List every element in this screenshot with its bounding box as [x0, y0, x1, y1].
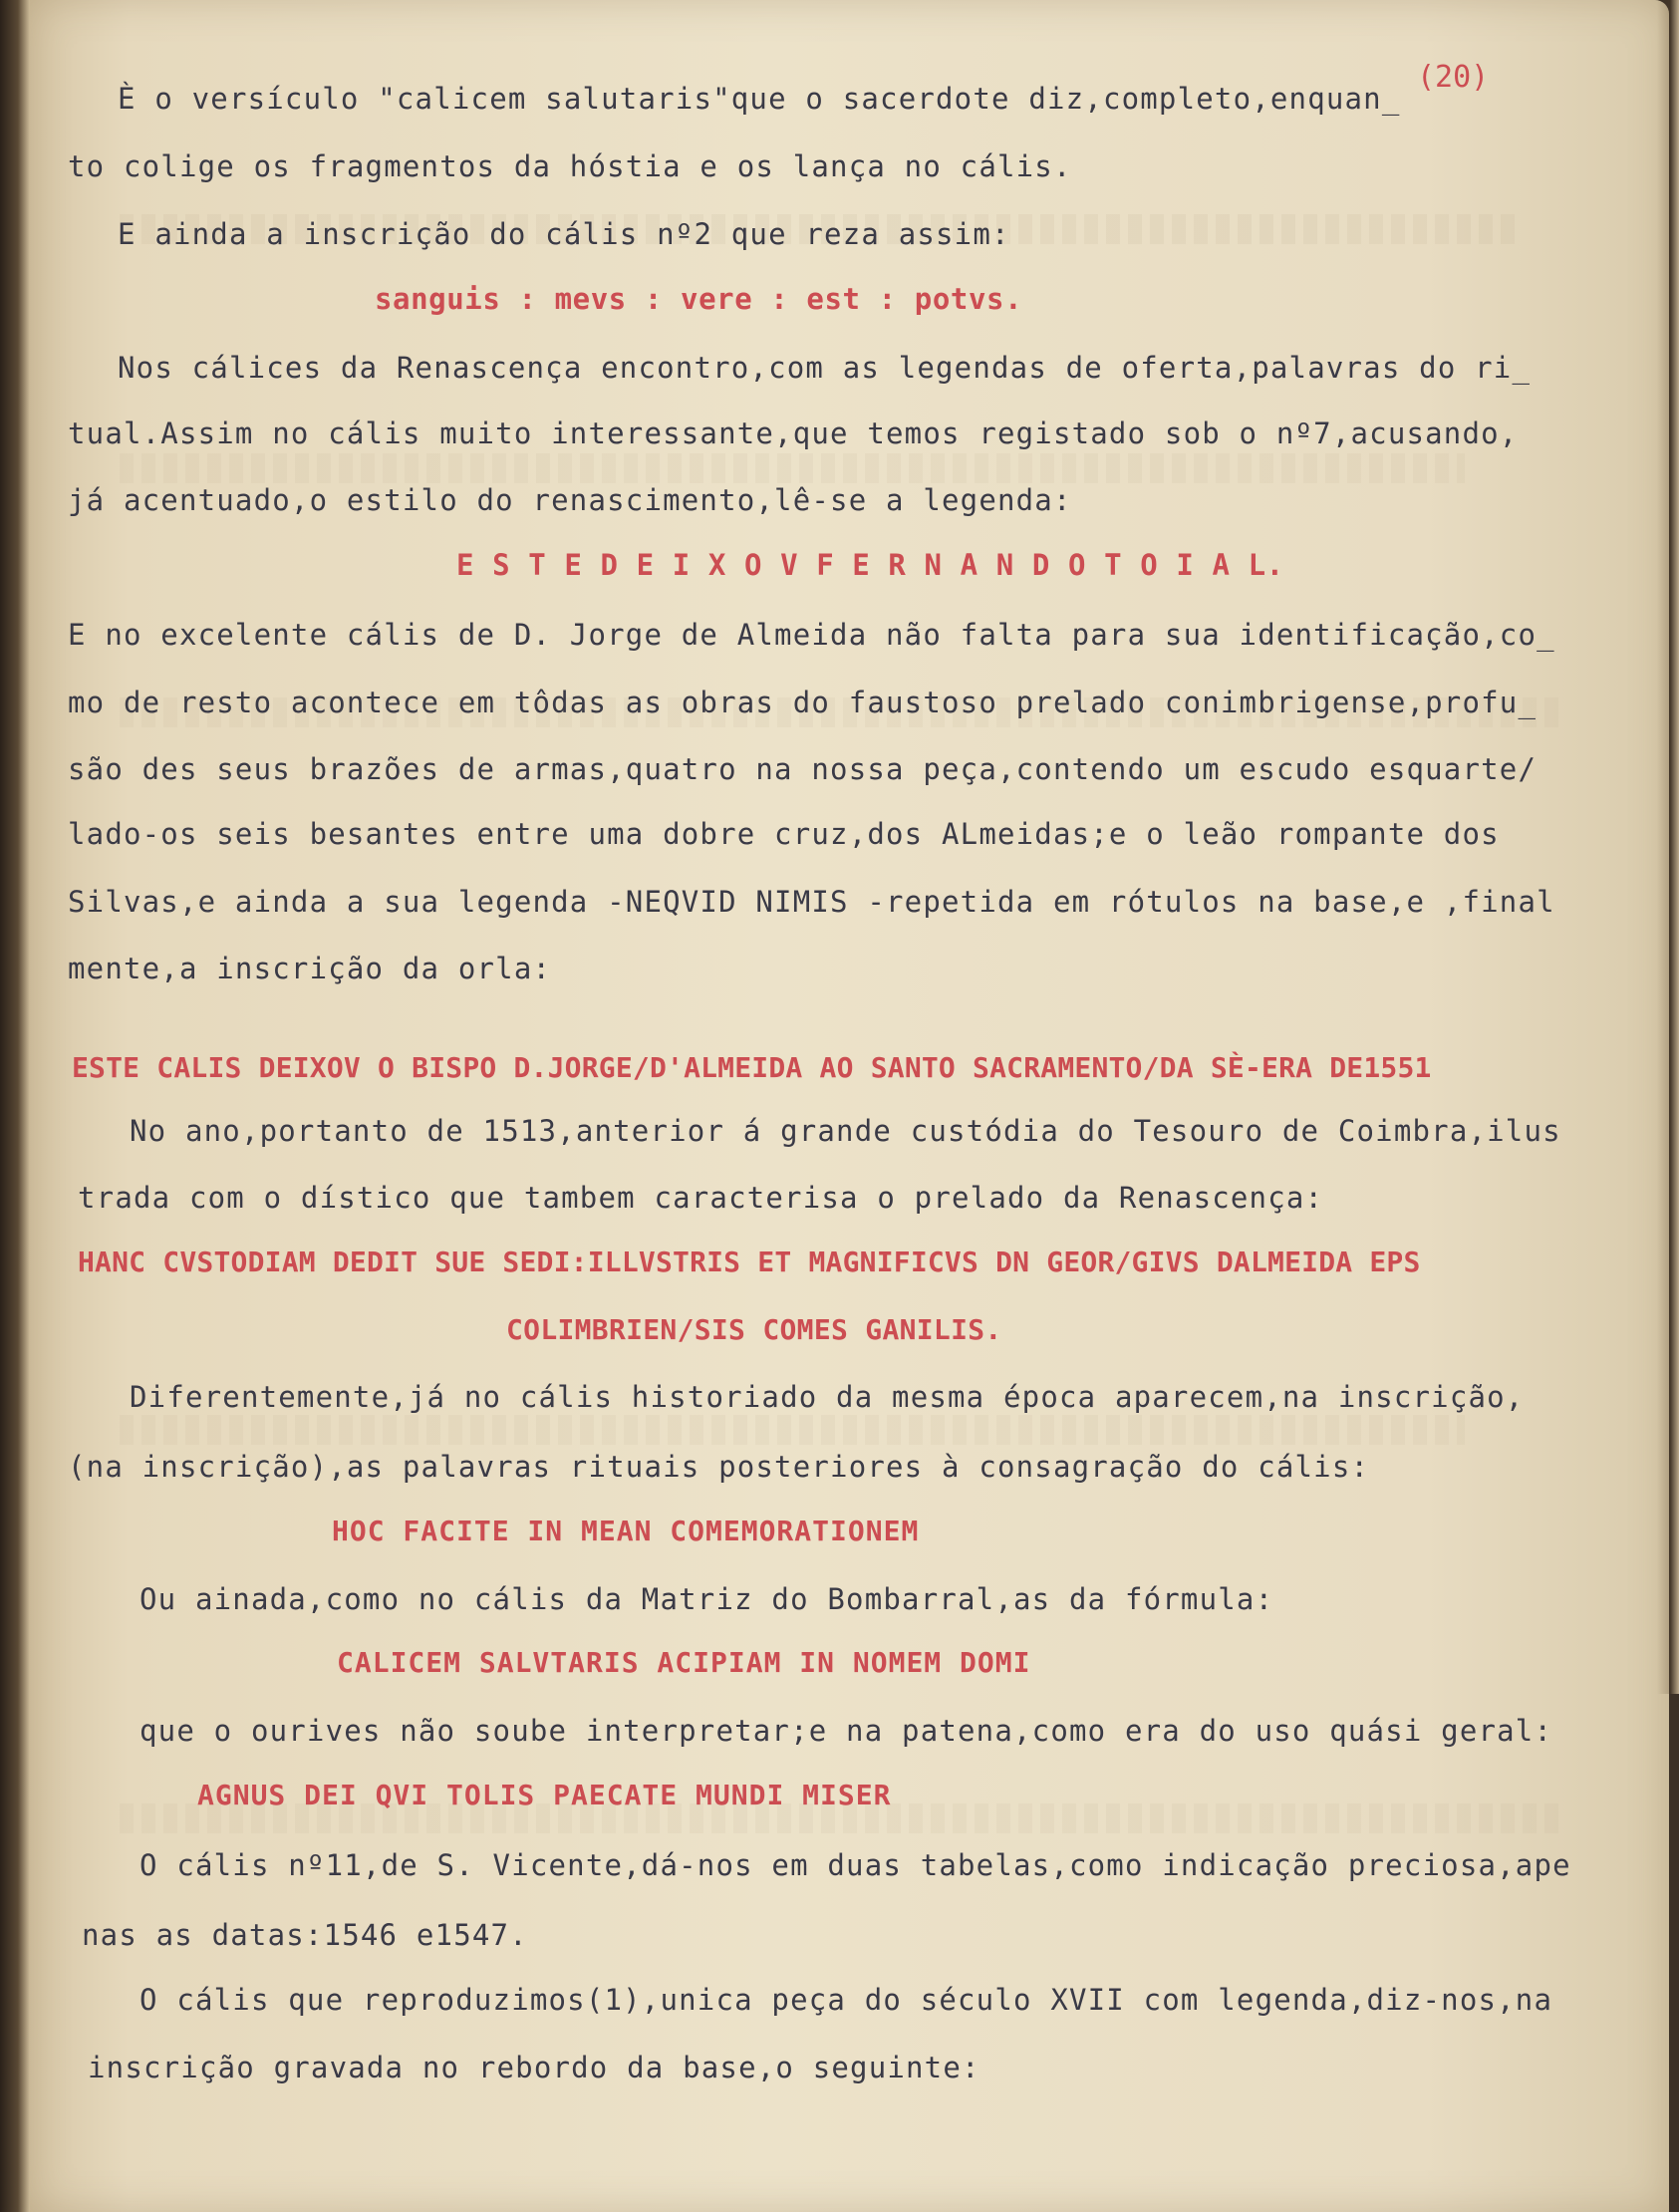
inscription-line: AGNUS DEI QVI TOLIS PAECATE MUNDI MISER [197, 1779, 892, 1811]
text-line: to colige os fragmentos da hóstia e os lança no cális. [68, 149, 1072, 183]
text-line: lado-os seis besantes entre uma dobre cruz,dos ALmeidas;e o leão rompante dos [68, 817, 1500, 851]
text-line: mo de resto acontece em tôdas as obras do faustoso prelado conimbrigense,profu_ [68, 686, 1538, 719]
inscription-line: ESTE CALIS DEIXOV O BISPO D.JORGE/D'ALMEIDA AO SANTO SACRAMENTO/DA SÈ-ERA DE1551 [72, 1051, 1432, 1084]
text-line: E no excelente cális de D. Jorge de Almeida não falta para sua identificação,co_ [68, 618, 1555, 652]
page-edge [1657, 0, 1679, 1694]
text-line: Nos cálices da Renascença encontro,com as legendas de oferta,palavras do ri_ [118, 351, 1532, 385]
text-line: No ano,portanto de 1513,anterior á grande custódia do Tesouro de Coimbra,ilus [130, 1114, 1561, 1148]
bleed-through-band [120, 1415, 1465, 1445]
text-line: tual.Assim no cális muito interessante,que temos registado sob o nº7,acusando, [68, 416, 1519, 450]
text-line: Ou ainada,como no cális da Matriz do Bombarral,as da fórmula: [140, 1582, 1274, 1616]
inscription-line: COLIMBRIEN/SIS COMES GANILIS. [506, 1313, 1002, 1346]
text-line: (na inscrição),as palavras rituais posteriores à consagração do cális: [68, 1450, 1370, 1484]
text-line: inscrição gravada no rebordo da base,o seguinte: [88, 2051, 980, 2084]
text-line: trada com o dístico que tambem caracterisa o prelado da Renascença: [78, 1181, 1324, 1215]
inscription-line: E S T E D E I X O V F E R N A N D O T O I A L. [456, 548, 1284, 582]
inscription-line: CALICEM SALVTARIS ACIPIAM IN NOMEM DOMI [337, 1646, 1031, 1679]
text-line: Silvas,e ainda a sua legenda -NEQVID NIMIS -repetida em rótulos na base,e ,final [68, 885, 1555, 919]
text-line: mente,a inscrição da orla: [68, 952, 552, 985]
text-line: O cális que reproduzimos(1),unica peça do século XVII com legenda,diz-nos,na [140, 1983, 1553, 2017]
text-line: nas as datas:1546 e1547. [82, 1918, 528, 1952]
text-line: Diferentemente,já no cális historiado da mesma época aparecem,na inscrição, [130, 1380, 1525, 1414]
book-spine [0, 0, 30, 2212]
text-line: já acentuado,o estilo do renascimento,lê-se a legenda: [68, 483, 1072, 517]
text-line: O cális nº11,de S. Vicente,dá-nos em duas tabelas,como indicação preciosa,ape [140, 1848, 1571, 1882]
inscription-line: HOC FACITE IN MEAN COMEMORATIONEM [332, 1515, 920, 1547]
page-number: (20) [1417, 60, 1490, 95]
inscription-line: HANC CVSTODIAM DEDIT SUE SEDI:ILLVSTRIS ET MAGNIFICVS DN GEOR/GIVS DALMEIDA EPS [78, 1245, 1421, 1278]
text-line: são des seus brazões de armas,quatro na nossa peça,contendo um escudo esquarte/ [68, 752, 1538, 786]
text-line: E ainda a inscrição do cális nº2 que reza assim: [118, 217, 1010, 251]
text-line: È o versículo "calicem salutaris"que o sacerdote diz,completo,enquan_ [118, 82, 1401, 116]
bleed-through-band [120, 453, 1465, 483]
inscription-line: sanguis : mevs : vere : est : potvs. [375, 282, 1023, 316]
text-line: que o ourives não soube interpretar;e na patena,como era do uso quási geral: [140, 1714, 1553, 1748]
